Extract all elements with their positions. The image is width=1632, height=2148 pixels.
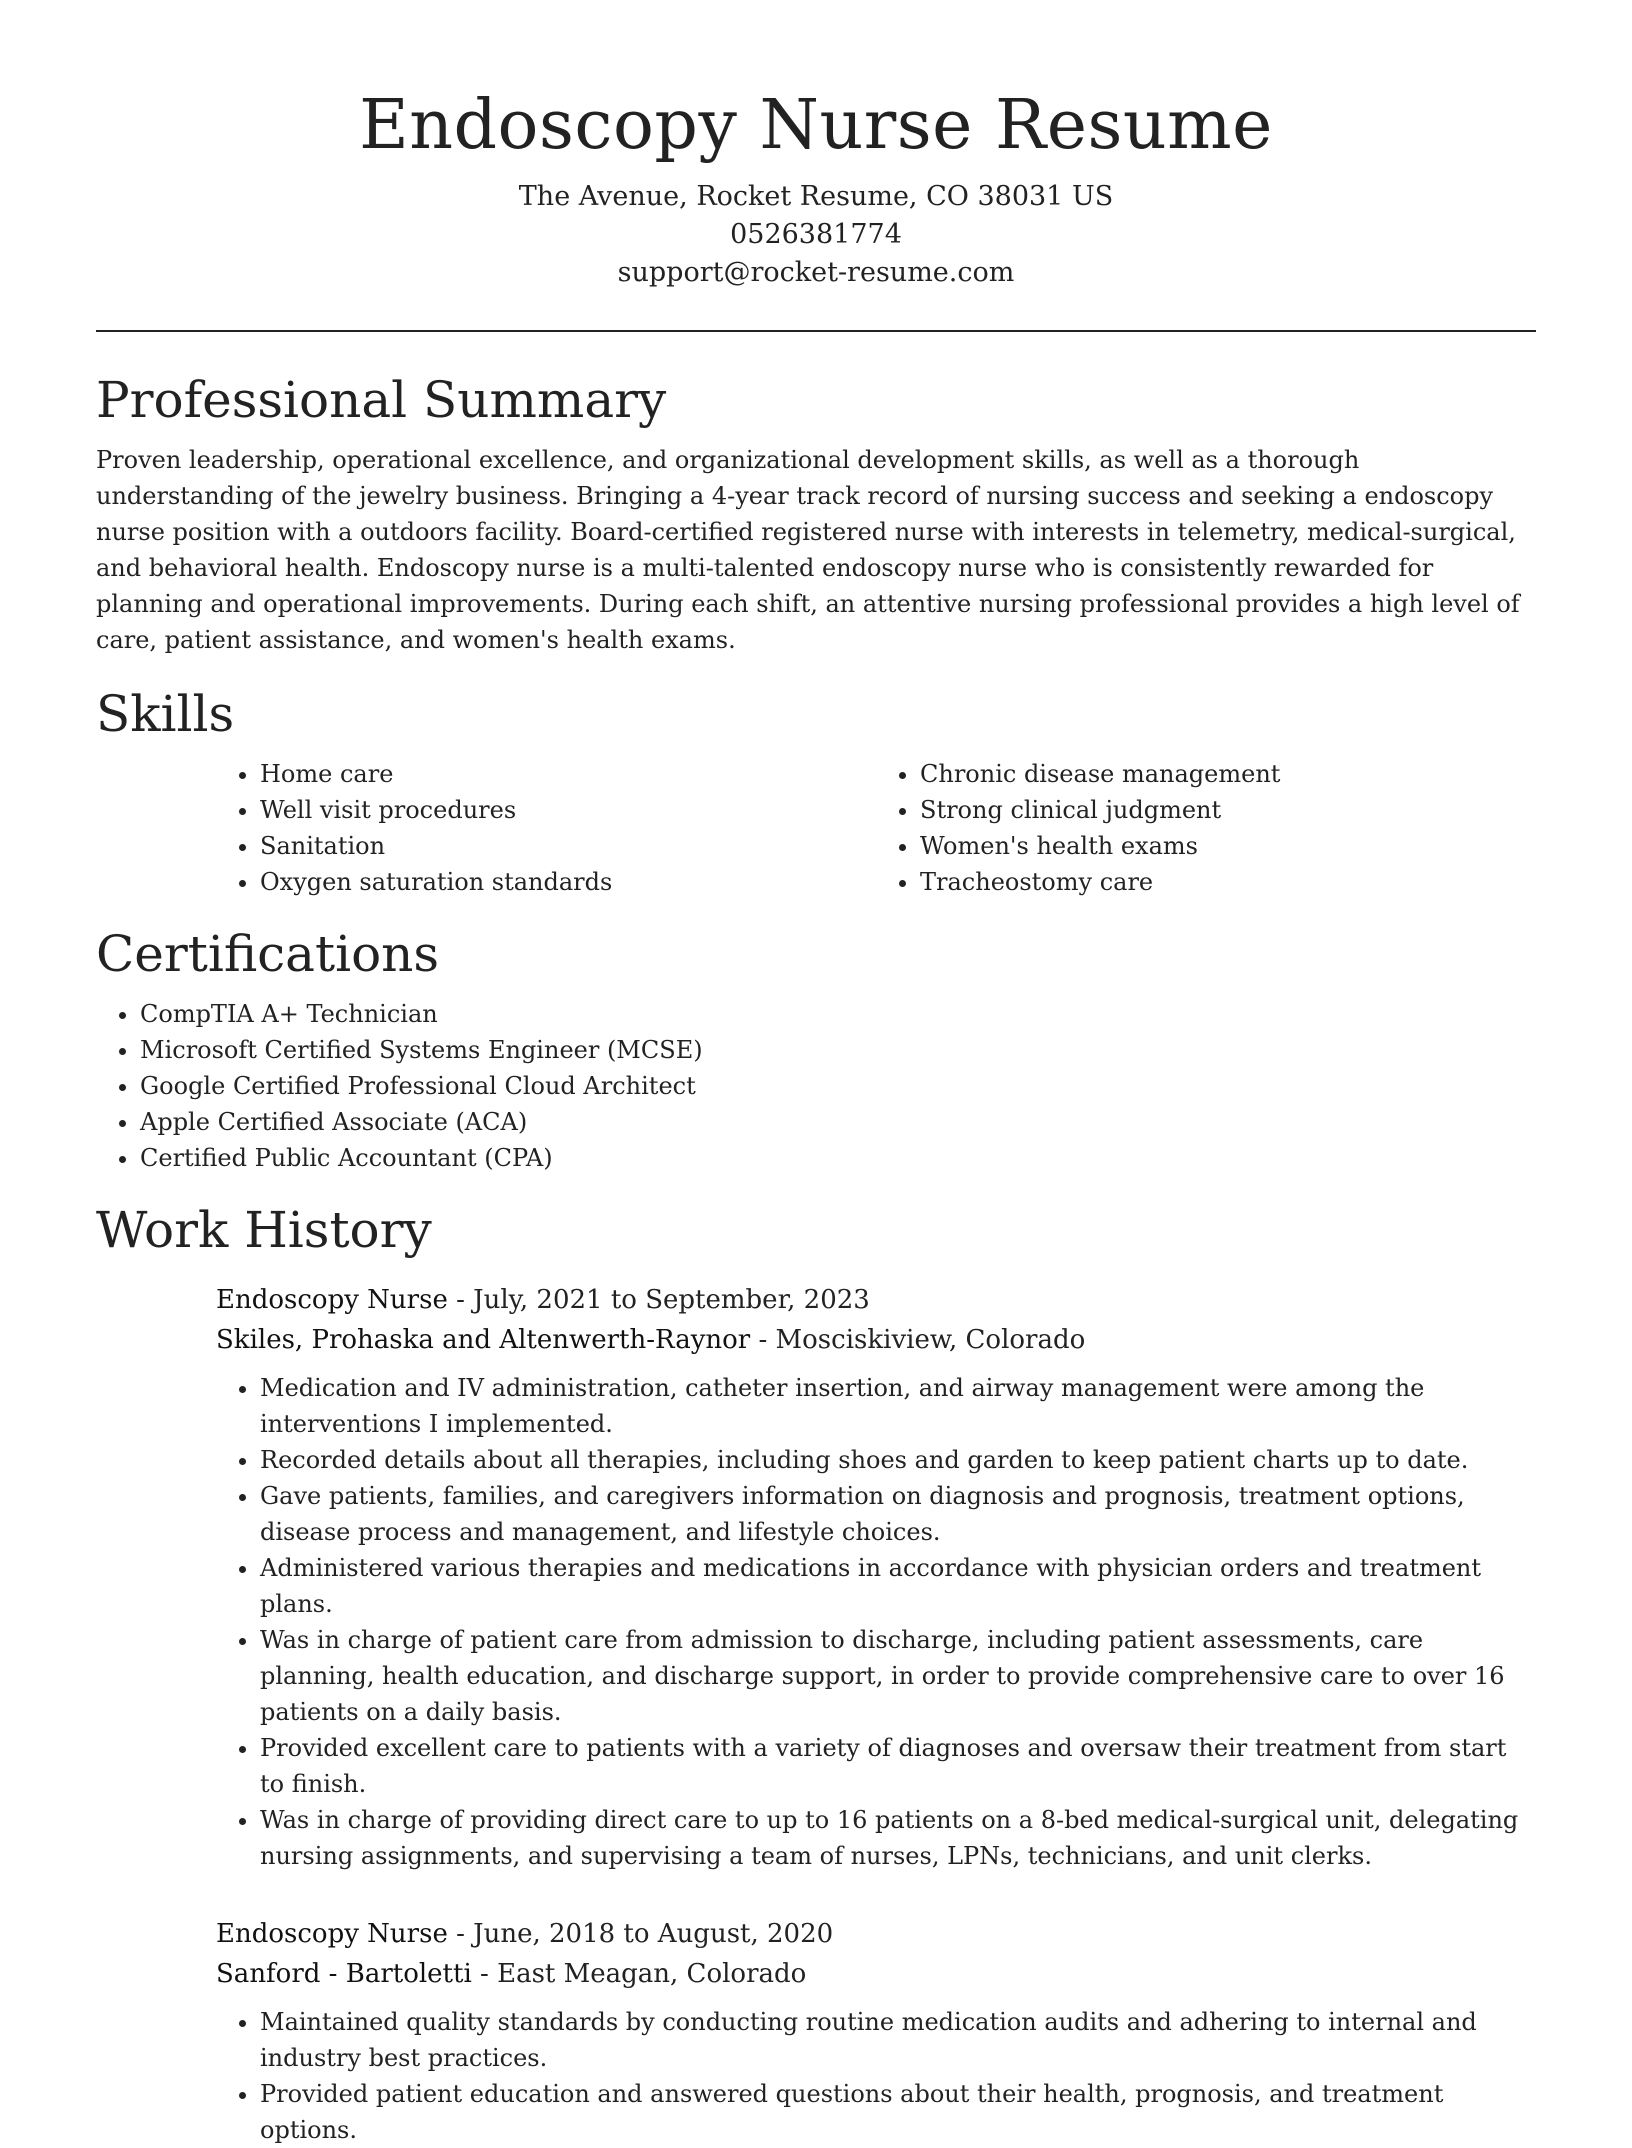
contact-address: The Avenue, Rocket Resume, CO 38031 US <box>518 181 1114 212</box>
job-employer-line <box>216 1320 1536 1360</box>
job-bullet: • Was in charge of providing direct care to up to 16 patients on a 8-bed medical-surgical unit, delegating nursing assignments, and supervising a team of nurses, LPNs, technicians, and unit clerks. <box>260 1802 1536 1874</box>
job-title-line <box>216 1914 1536 1954</box>
skill-item: • Women's health exams <box>920 828 1536 864</box>
skill-item: • Well visit procedures <box>260 792 876 828</box>
job-bullet: • Gave patients, families, and caregivers information on diagnosis and prognosis, treatment options, disease process and management, and lifestyle choices. <box>260 1478 1536 1550</box>
job-bullet: • Administered various therapies and medications in accordance with physician orders and treatment plans. <box>260 1550 1536 1622</box>
skills-section <box>96 682 1536 900</box>
work-history-heading: Work History <box>96 1201 432 1259</box>
contact-email: support@rocket-resume.com <box>617 257 1015 288</box>
certifications-section <box>96 922 1536 1176</box>
summary-text: Proven leadership, operational excellence, and organizational development skills, as well as a thorough understanding of the jewelry business. Bringing a 4-year track record of nursing success and seeking a endoscopy nurse position with a outdoors facility. Board-certified registered nurse with interests in telemetry, medical-surgical, and behavioral health. Endoscopy nurse is a multi-talented endoscopy nurse who is consistently rewarded for planning and operational improvements. During each shift, an attentive nursing professional provides a high level of care, patient assistance, and women's health exams. <box>96 446 1520 654</box>
skill-item: • Oxygen saturation standards <box>260 864 876 900</box>
skill-item: • Sanitation <box>260 828 876 864</box>
summary-heading: Professional Summary <box>96 371 667 429</box>
certifications-list <box>96 996 1536 1176</box>
job-entry <box>216 1914 1536 2148</box>
certification-item: • Google Certified Professional Cloud Architect <box>140 1068 1536 1104</box>
certification-item: • Microsoft Certified Systems Engineer (MCSE) <box>140 1032 1536 1068</box>
job-bullets <box>216 2004 1536 2148</box>
job-title-line <box>216 1280 1536 1320</box>
certification-item: • Apple Certified Associate (ACA) <box>140 1104 1536 1140</box>
skill-item: • Tracheostomy care <box>920 864 1536 900</box>
job-employer: Skiles, Prohaska and Altenwerth-Raynor <box>216 1325 751 1355</box>
job-title: Endoscopy Nurse <box>216 1919 448 1949</box>
job-location: - East Meagan, Colorado <box>471 1959 807 1989</box>
job-employer-line <box>216 1954 1536 1994</box>
resume-page <box>96 0 1536 2148</box>
job-dates: - July, 2021 to September, 2023 <box>447 1285 870 1315</box>
job-bullet: • Was in charge of patient care from admission to discharge, including patient assessments, care planning, health education, and discharge support, in order to provide comprehensive care to over 16 patients on a daily basis. <box>260 1622 1536 1730</box>
resume-header <box>96 0 1536 292</box>
job-bullets <box>216 1370 1536 1874</box>
skills-list-left <box>216 756 876 900</box>
job-bullet: • Provided patient education and answered questions about their health, prognosis, and treatment options. <box>260 2076 1536 2148</box>
job-bullet: • Provided excellent care to patients with a variety of diagnoses and oversaw their treatment from start to finish. <box>260 1730 1536 1802</box>
work-history-section <box>96 1198 1536 2148</box>
resume-title: Endoscopy Nurse Resume <box>359 86 1273 165</box>
summary-section <box>96 368 1536 658</box>
job-dates: - June, 2018 to August, 2020 <box>447 1919 834 1949</box>
contact-phone: 0526381774 <box>730 219 902 250</box>
job-title: Endoscopy Nurse <box>216 1285 448 1315</box>
skill-item: • Chronic disease management <box>920 756 1536 792</box>
job-bullet: • Medication and IV administration, catheter insertion, and airway management were among the interventions I implemented. <box>260 1370 1536 1442</box>
job-bullet: • Recorded details about all therapies, including shoes and garden to keep patient charts up to date. <box>260 1442 1536 1478</box>
skills-grid <box>216 746 1536 900</box>
certifications-heading: Certifications <box>96 925 440 983</box>
job-bullet: • Maintained quality standards by conducting routine medication audits and adhering to internal and industry best practices. <box>260 2004 1536 2076</box>
job-employer: Sanford - Bartoletti <box>216 1959 472 1989</box>
job-location: - Mosciskiview, Colorado <box>750 1325 1086 1355</box>
certification-item: • Certified Public Accountant (CPA) <box>140 1140 1536 1176</box>
certification-item: • CompTIA A+ Technician <box>140 996 1536 1032</box>
skill-item: • Strong clinical judgment <box>920 792 1536 828</box>
skills-list-right <box>876 756 1536 900</box>
skills-heading: Skills <box>96 685 235 743</box>
job-entry <box>216 1280 1536 1874</box>
skill-item: • Home care <box>260 756 876 792</box>
contact-block <box>96 178 1536 292</box>
header-divider <box>96 330 1536 332</box>
